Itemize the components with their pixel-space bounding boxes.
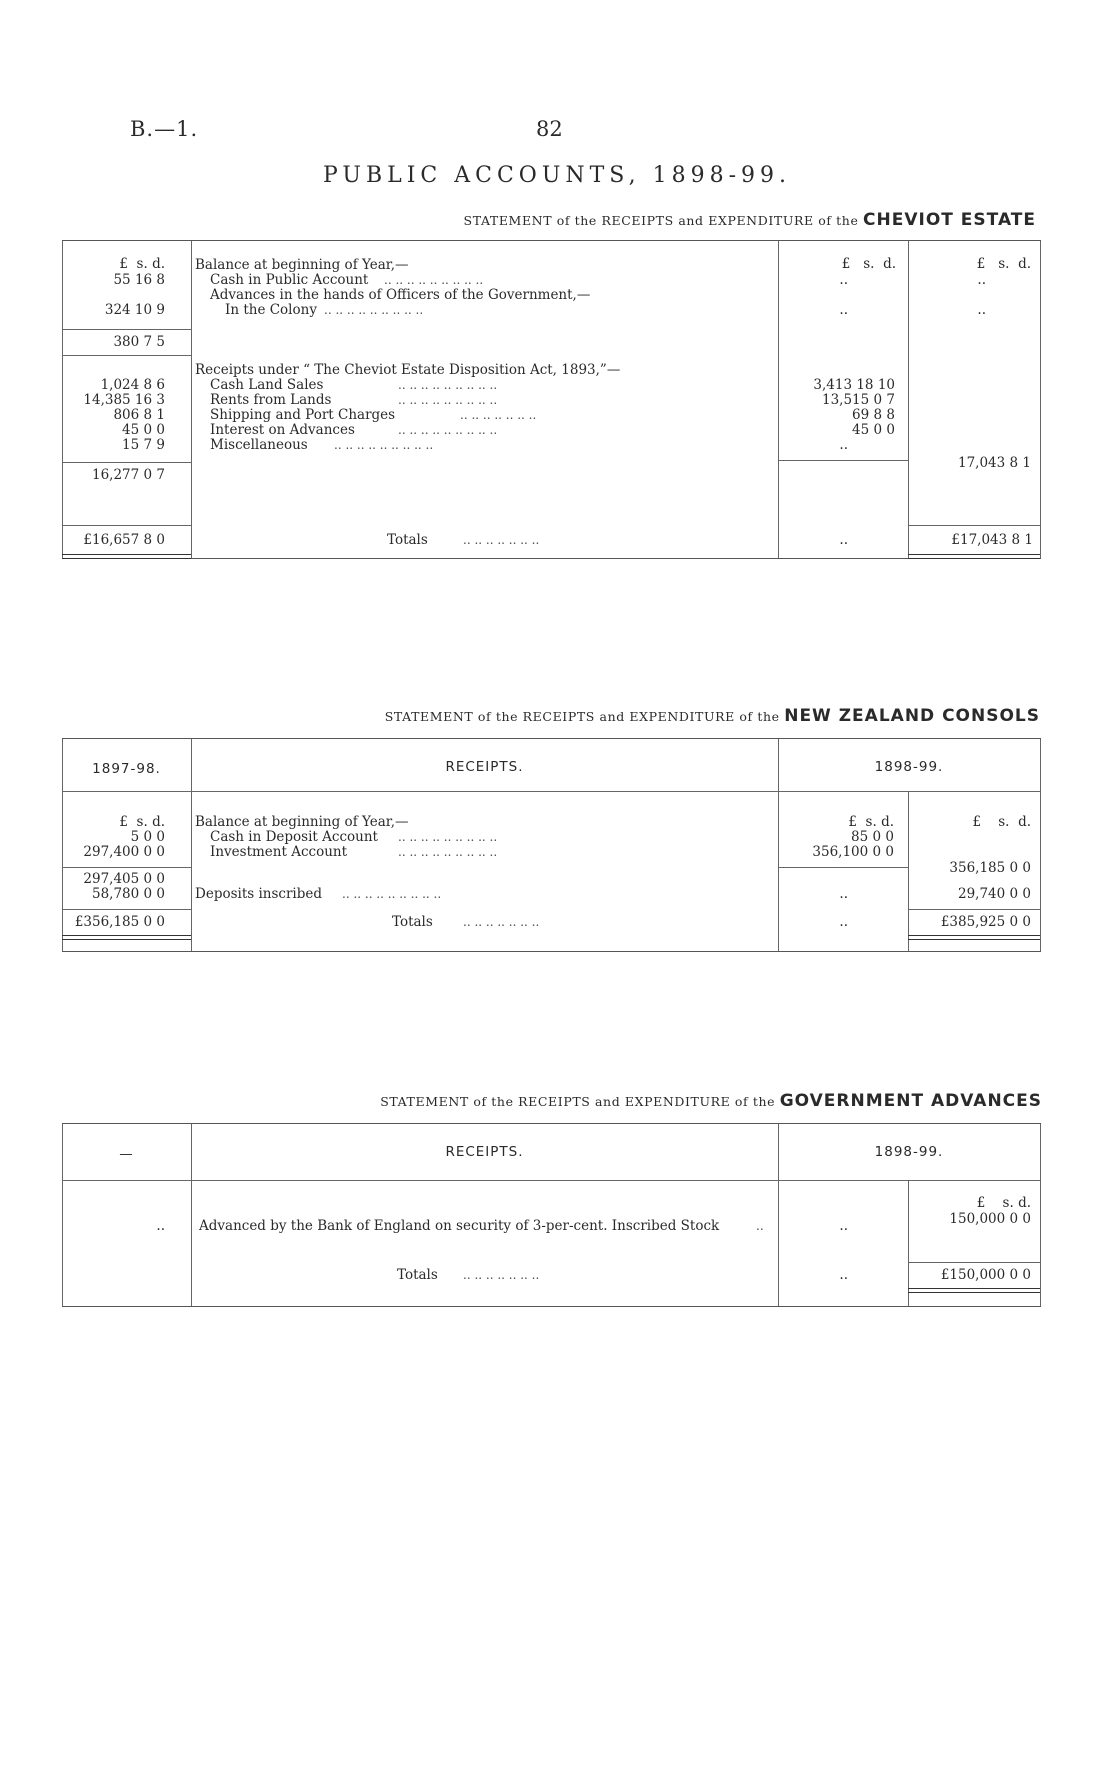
leader-dots: .. .. .. .. .. .. .. .. .. (398, 830, 498, 844)
consols-investment-label: Investment Account (210, 844, 348, 860)
advances-totals-curr: .. (839, 1267, 848, 1283)
cheviot-item-prev: 806 8 1 (113, 407, 165, 423)
advances-item-prev: .. (156, 1218, 165, 1234)
consols-cash-deposit-label: Cash in Deposit Account (210, 829, 378, 845)
advances-statement-title (380, 1091, 1042, 1111)
cheviot-cash-public-label: Cash in Public Account (210, 272, 369, 288)
advances-title-name: GOVERNMENT ADVANCES (779, 1091, 1042, 1111)
advances-col-curr: 1898-99. (874, 1144, 944, 1160)
consols-title-prefix: STATEMENT of the RECEIPTS and EXPENDITURE of the (384, 709, 780, 724)
consols-totals-label: Totals (392, 914, 433, 930)
cheviot-colony-label: In the Colony (225, 302, 317, 318)
document-reference: B.—1. (130, 117, 199, 141)
leader-dots: .. .. .. .. .. .. .. .. .. (398, 845, 498, 859)
cheviot-balance-subtotal: 380 7 5 (113, 334, 165, 350)
consols-total-unit-head: £ s. d. (972, 814, 1031, 830)
leader-dots: .. .. .. .. .. .. .. .. .. (384, 273, 484, 287)
cheviot-total-unit-head: £ s. d. (976, 256, 1031, 272)
cheviot-item-label: Shipping and Port Charges (210, 407, 396, 423)
consols-cash-deposit-curr: 85 0 0 (851, 829, 894, 845)
cheviot-cash-public-total: .. (977, 272, 986, 288)
cheviot-totals-prev: £16,657 8 0 (83, 532, 165, 548)
consols-cash-deposit-prev: 5 0 0 (130, 829, 165, 845)
consols-balance-heading: Balance at beginning of Year,— (195, 814, 409, 830)
advances-totals-label: Totals (397, 1267, 438, 1283)
cheviot-receipts-subtotal-prev: 16,277 0 7 (92, 467, 165, 483)
cheviot-ledger-table (62, 240, 1041, 559)
consols-statement-title (385, 706, 1040, 726)
cheviot-item-label: Interest on Advances (210, 422, 355, 438)
consols-ledger-table (62, 738, 1041, 952)
advances-total-unit-head: £ s. d. (976, 1195, 1031, 1211)
leader-dots: .. .. .. .. .. .. .. (463, 915, 540, 929)
cheviot-title-name: CHEVIOT ESTATE (863, 210, 1036, 230)
advances-col-receipts: RECEIPTS. (445, 1144, 524, 1160)
cheviot-item-prev: 15 7 9 (122, 437, 165, 453)
advances-col-prev: — (119, 1146, 134, 1162)
leader-dots: .. .. .. .. .. .. .. .. .. (334, 438, 434, 452)
advances-totals-total: £150,000 0 0 (940, 1267, 1031, 1283)
consols-investment-curr: 356,100 0 0 (812, 844, 894, 860)
cheviot-item-curr: 45 0 0 (852, 422, 895, 438)
cheviot-item-prev: 1,024 8 6 (100, 377, 165, 393)
cheviot-cash-public-prev: 55 16 8 (113, 272, 165, 288)
advances-title-prefix: STATEMENT of the RECEIPTS and EXPENDITURE of the (380, 1094, 776, 1109)
consols-totals-prev: £356,185 0 0 (74, 914, 165, 930)
cheviot-totals-label: Totals (387, 532, 428, 548)
consols-balance-total-curr: 356,185 0 0 (949, 860, 1031, 876)
page-number: 82 (536, 117, 563, 141)
consols-totals-total: £385,925 0 0 (940, 914, 1031, 930)
advances-item-curr: .. (839, 1218, 848, 1234)
leader-dots: .. .. .. .. .. .. .. (460, 408, 537, 422)
leader-dots: .. .. .. .. .. .. .. .. .. (398, 378, 498, 392)
consols-title-name: NEW ZEALAND CONSOLS (784, 706, 1040, 726)
cheviot-totals-total: £17,043 8 1 (951, 532, 1033, 548)
cheviot-colony-prev: 324 10 9 (104, 302, 165, 318)
cheviot-item-label: Rents from Lands (210, 392, 332, 408)
page-title: PUBLIC ACCOUNTS, 1898-99. (323, 163, 791, 188)
cheviot-advances-heading: Advances in the hands of Officers of the Government,— (210, 287, 591, 303)
consols-deposits-label: Deposits inscribed (195, 886, 323, 902)
cheviot-prev-unit-head: £ s. d. (119, 256, 165, 272)
consols-col-curr: 1898-99. (874, 759, 944, 775)
cheviot-item-label: Miscellaneous (210, 437, 308, 453)
leader-dots: .. .. .. .. .. .. .. .. .. (398, 393, 498, 407)
consols-prev-unit-head: £ s. d. (119, 814, 165, 830)
consols-deposits-curr: .. (839, 886, 848, 902)
leader-dots: .. (756, 1219, 764, 1233)
cheviot-title-prefix: STATEMENT of the RECEIPTS and EXPENDITURE of the (463, 213, 859, 228)
cheviot-item-prev: 14,385 16 3 (83, 392, 165, 408)
cheviot-balance-heading: Balance at beginning of Year,— (195, 257, 409, 273)
cheviot-item-curr: 3,413 18 10 (813, 377, 895, 393)
consols-investment-prev: 297,400 0 0 (83, 844, 165, 860)
consols-curr-unit-head: £ s. d. (848, 814, 894, 830)
cheviot-receipts-subtotal-curr: 17,043 8 1 (958, 455, 1031, 471)
cheviot-item-curr: 13,515 0 7 (822, 392, 895, 408)
cheviot-receipts-heading: Receipts under “ The Cheviot Estate Disposition Act, 1893,”— (195, 362, 621, 378)
leader-dots: .. .. .. .. .. .. .. .. .. (342, 887, 442, 901)
cheviot-item-label: Cash Land Sales (210, 377, 324, 393)
consols-totals-curr: .. (839, 914, 848, 930)
cheviot-statement-title (464, 210, 1036, 230)
consols-col-prev: 1897-98. (92, 761, 161, 777)
leader-dots: .. .. .. .. .. .. .. (463, 533, 540, 547)
cheviot-item-curr: 69 8 8 (852, 407, 895, 423)
cheviot-curr-unit-head: £ s. d. (841, 256, 896, 272)
cheviot-totals-curr: .. (839, 532, 848, 548)
cheviot-colony-total: .. (977, 302, 986, 318)
cheviot-item-curr: .. (839, 437, 848, 453)
cheviot-colony-curr: .. (839, 302, 848, 318)
leader-dots: .. .. .. .. .. .. .. .. .. (324, 303, 424, 317)
advances-item-label: Advanced by the Bank of England on security of 3-per-cent. Inscribed Stock (199, 1218, 720, 1234)
advances-ledger-table (62, 1123, 1041, 1307)
consols-deposits-total: 29,740 0 0 (958, 886, 1031, 902)
consols-col-receipts: RECEIPTS. (445, 759, 524, 775)
cheviot-item-prev: 45 0 0 (122, 422, 165, 438)
leader-dots: .. .. .. .. .. .. .. (463, 1268, 540, 1282)
leader-dots: .. .. .. .. .. .. .. .. .. (398, 423, 498, 437)
consols-balance-subtotal-prev: 297,405 0 0 (83, 871, 165, 887)
consols-deposits-prev: 58,780 0 0 (92, 886, 165, 902)
cheviot-cash-public-curr: .. (839, 272, 848, 288)
advances-item-total: 150,000 0 0 (949, 1211, 1031, 1227)
